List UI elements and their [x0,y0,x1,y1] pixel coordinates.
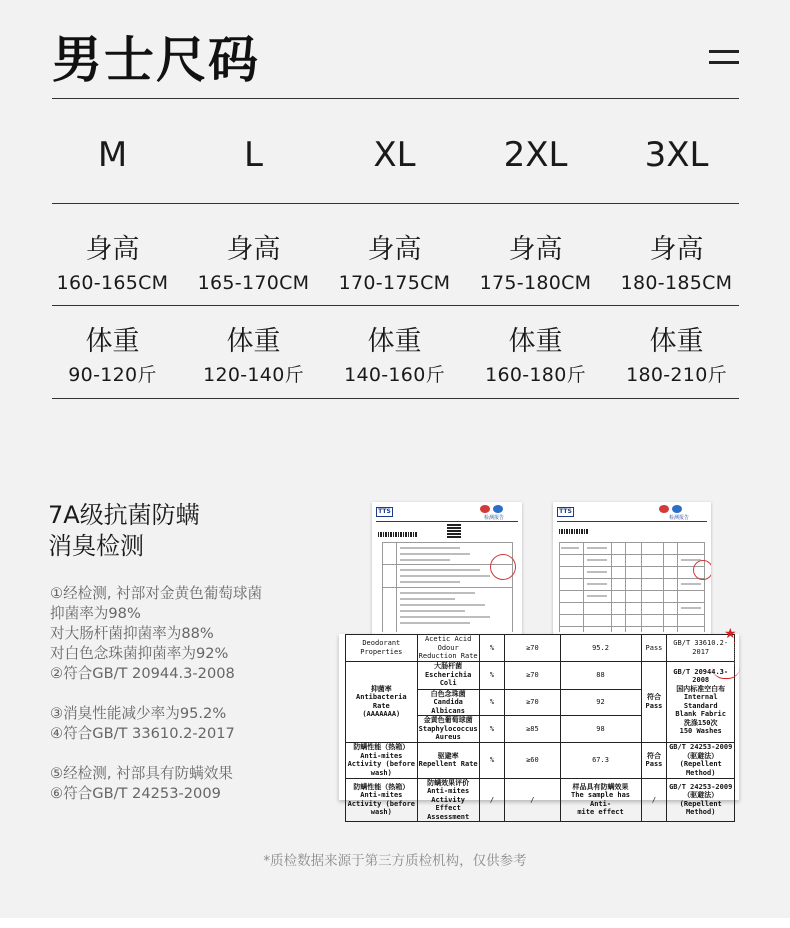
table-cell: 抑菌率 Antibacteria Rate (AAAAAAA) [346,661,418,742]
table-cell: 92 [560,689,641,716]
size-label: XL [373,135,416,175]
weight-value: 90-120斤 [68,364,157,386]
table-cell: 符合 Pass [641,661,667,742]
height-label: 身高 [367,234,422,265]
height-value: 175-180CM [479,272,592,294]
size-label: 3XL [644,135,709,175]
note-line: 对白色念珠菌抑菌率为92% [50,645,229,662]
table-cell: 大肠杆菌 Escherichia Coli [417,661,479,689]
weight-value: 120-140斤 [203,364,304,386]
table-cell: 金黄色葡萄球菌 Staphylococcus Aureus [418,716,478,741]
table-cell: % [479,635,505,662]
weight-label: 体重 [226,326,281,357]
table-cell: ≥70 [505,689,560,716]
feature-heading-line: 消臭检测 [48,532,144,560]
weight-value: 180-210斤 [626,364,727,386]
table-cell: 驱避率 Repellent Rate [417,742,479,778]
feature-heading [48,500,200,562]
table-cell: 67.3 [560,742,641,778]
star-mark-icon: ★ [724,626,737,642]
test-result-table [339,634,739,821]
size-label: 2XL [503,135,568,175]
height-label: 身高 [508,234,563,265]
height-value: 180-185CM [620,272,733,294]
height-value: 165-170CM [197,272,310,294]
table-cell: % [479,661,505,689]
bottom-band [0,918,790,928]
weight-value: 160-180斤 [485,364,586,386]
table-cell: 98 [560,716,641,743]
footnote: *质检数据来源于第三方质检机构，仅供参考 [263,853,527,869]
table-cell: GB/T 24253-2009 （驱避法） (Repellent Method) [667,742,735,778]
table-cell: 符合 Pass [641,742,667,778]
table-cell: 防螨性能（热箱） Anti-mites Activity (before wash) [346,778,418,822]
table-cell: % [479,742,505,778]
note-line: 对大肠杆菌抑菌率为88% [50,625,214,642]
weight-row [42,325,747,388]
test-notes [50,584,262,804]
divider [52,398,739,399]
divider [52,98,739,99]
table-cell: ≥85 [505,716,560,743]
certificate-title: 检测报告 [669,515,690,521]
weight-label: 体重 [508,326,563,357]
table-cell: GB/T 24253-2009 （驱避法） (Repellent Method) [667,778,735,822]
feature-heading-line: 7A级抗菌防螨 [48,501,200,529]
height-row [42,233,747,296]
note-line: ②符合GB/T 20944.3-2008 [50,665,235,682]
certificate-image [553,502,711,642]
table-cell: % [479,716,505,743]
table-cell: Deodorant Properties [346,635,418,662]
table-cell: / [641,778,667,822]
size-label: L [244,135,263,175]
weight-value: 140-160斤 [344,364,445,386]
table-cell: Pass [641,635,667,662]
annotation-line [734,642,736,666]
table-cell: 88 [560,661,641,689]
table-cell: / [505,778,560,822]
table-cell: 95.2 [560,635,641,662]
note-line: ①经检测, 衬部对金黄色葡萄球菌 [50,585,263,602]
table-cell: ≥70 [505,661,560,689]
weight-label: 体重 [367,326,422,357]
size-label: M [97,135,128,175]
height-label: 身高 [85,234,140,265]
table-cell: Acetic Acid Odour Reduction Rate [418,635,478,660]
table-cell: GB/T 20944.3-2008 国内标准空白布 Internal Standard Blank Fabric 洗涤150次 150 Washes [667,661,735,742]
divider [52,305,739,306]
certificate-logo: TTS [376,507,393,517]
size-row [42,135,747,175]
table-cell: 白色念珠菌 Candida Albicans [417,689,479,716]
table-cell: 样品具有防螨效果 The sample has Anti- mite effect [560,778,641,822]
height-value: 160-165CM [56,272,169,294]
table-cell: GB/T 33610.2-2017 [667,635,735,662]
note-line: ④符合GB/T 33610.2-2017 [50,725,235,742]
table-cell: 防螨性能（热箱） Anti-mites Activity (before wash) [346,742,418,778]
note-line: 抑菌率为98% [50,605,141,622]
table-cell: / [479,778,505,822]
note-line: ③消臭性能减少率为95.2% [50,705,227,722]
certificate-logo: TTS [557,507,574,517]
certificate-image [372,502,522,642]
table-cell: ≥70 [505,635,560,662]
menu-icon[interactable] [709,50,739,66]
height-value: 170-175CM [338,272,451,294]
divider [52,203,739,204]
table-cell: ≥60 [505,742,560,778]
table-cell: 防螨效果评价 Anti-mites Activity Effect Assessment [417,778,479,822]
note-line: ⑤经检测, 衬部具有防螨效果 [50,765,233,782]
weight-label: 体重 [85,326,140,357]
certificate-title: 检测报告 [484,515,505,521]
height-label: 身高 [649,234,704,265]
weight-label: 体重 [649,326,704,357]
page-title: 男士尺码 [52,31,260,89]
table-cell: % [479,689,505,716]
note-line: ⑥符合GB/T 24253-2009 [50,785,221,802]
height-label: 身高 [226,234,281,265]
